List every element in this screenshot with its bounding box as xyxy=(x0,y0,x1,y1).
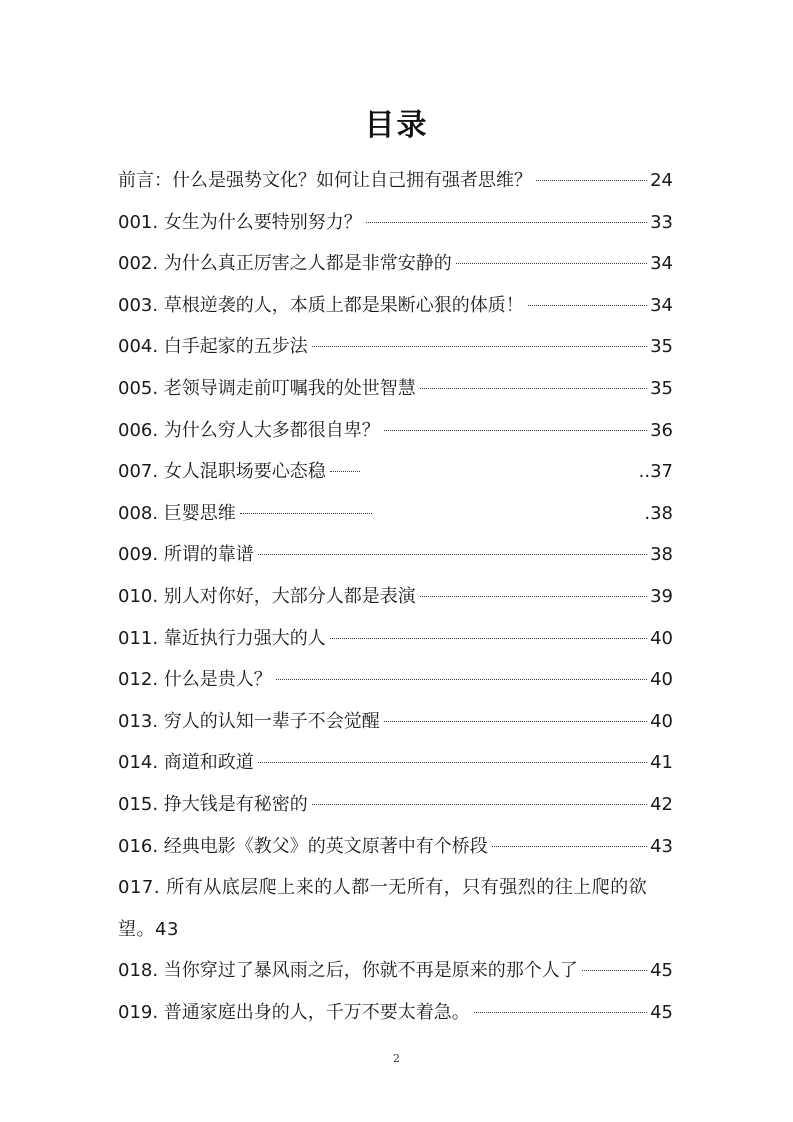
leader-dots xyxy=(420,596,647,597)
toc-entry-page: 45 xyxy=(650,960,673,982)
toc-entry-label: 015. 挣大钱是有秘密的 xyxy=(118,793,308,815)
toc-entry-label: 002. 为什么真正厉害之人都是非常安静的 xyxy=(118,253,452,275)
leader-dots xyxy=(536,180,647,181)
toc-entry-label: 017. 所有从底层爬上来的人都一无所有，只有强烈的往上爬的欲望。43 xyxy=(118,877,648,940)
toc-entry-003[interactable] xyxy=(118,285,673,327)
toc-entry-019[interactable] xyxy=(118,992,673,1034)
toc-entry-label: 001. 女生为什么要特别努力？ xyxy=(118,211,362,233)
toc-entry-page: 34 xyxy=(650,294,673,316)
leader-dots xyxy=(492,846,647,847)
toc-entry-page: 39 xyxy=(650,585,673,607)
leader-dots xyxy=(420,388,647,389)
toc-entry-008[interactable] xyxy=(118,493,673,535)
leader-dots xyxy=(312,804,647,805)
toc-entry-label: 007. 女人混职场要心态稳 xyxy=(118,461,326,483)
leader-dots xyxy=(330,471,360,472)
leader-dots xyxy=(330,638,647,639)
toc-entry-page: 40 xyxy=(650,627,673,649)
toc-entry-014[interactable] xyxy=(118,742,673,784)
toc-entry-page: 35 xyxy=(650,336,673,358)
toc-entry-label: 011. 靠近执行力强大的人 xyxy=(118,627,326,649)
toc-entry-page: 38 xyxy=(650,544,673,566)
leader-dots xyxy=(366,222,647,223)
toc-entry-011[interactable] xyxy=(118,618,673,660)
toc-entry-label: 019. 普通家庭出身的人，千万不要太着急。 xyxy=(118,1001,470,1023)
toc-entry-label: 018. 当你穿过了暴风雨之后，你就不再是原来的那个人了 xyxy=(118,960,578,982)
toc-entry-016[interactable] xyxy=(118,826,673,868)
toc-entry-012[interactable] xyxy=(118,659,673,701)
leader-dots xyxy=(240,513,372,514)
leader-dots xyxy=(384,430,647,431)
toc-entry-015[interactable] xyxy=(118,784,673,826)
leader-dots xyxy=(528,305,647,306)
toc-entry-label: 012. 什么是贵人？ xyxy=(118,669,272,691)
toc-entry-018[interactable] xyxy=(118,950,673,992)
toc-entry-label: 前言：什么是强势文化？如何让自己拥有强者思维？ xyxy=(118,170,532,191)
toc-entry-label: 005. 老领导调走前叮嘱我的处世智慧 xyxy=(118,377,416,399)
toc-list xyxy=(118,160,673,1033)
toc-entry-label: 010. 别人对你好，大部分人都是表演 xyxy=(118,585,416,607)
page-number: 2 xyxy=(393,1052,400,1065)
toc-entry-page: 40 xyxy=(650,710,673,732)
leader-dots xyxy=(474,1012,647,1013)
toc-entry-001[interactable] xyxy=(118,202,673,244)
toc-entry-page: 33 xyxy=(650,211,673,233)
toc-entry-page: 41 xyxy=(650,752,673,774)
toc-entry-013[interactable] xyxy=(118,701,673,743)
toc-entry-010[interactable] xyxy=(118,576,673,618)
toc-entry-page: 34 xyxy=(650,253,673,275)
leader-dots xyxy=(258,554,647,555)
toc-entry-007[interactable] xyxy=(118,451,673,493)
toc-entry-page: 40 xyxy=(650,669,673,691)
toc-entry-page: 35 xyxy=(650,377,673,399)
leader-dots xyxy=(384,721,647,722)
toc-entry-page: 36 xyxy=(650,419,673,441)
leader-dots xyxy=(312,346,647,347)
toc-entry-label: 016. 经典电影《教父》的英文原著中有个桥段 xyxy=(118,835,488,857)
toc-entry-label: 003. 草根逆袭的人，本质上都是果断心狠的体质！ xyxy=(118,294,524,316)
leader-dots xyxy=(258,762,647,763)
toc-entry-page: 43 xyxy=(650,835,673,857)
toc-entry-017[interactable] xyxy=(118,867,673,950)
toc-entry-label: 006. 为什么穷人大多都很自卑？ xyxy=(118,419,380,441)
toc-entry-005[interactable] xyxy=(118,368,673,410)
toc-entry-label: 008. 巨婴思维 xyxy=(118,502,236,524)
leader-dots xyxy=(276,679,647,680)
toc-entry-page: 45 xyxy=(650,1001,673,1023)
toc-title: 目录 xyxy=(364,108,429,143)
toc-entry-label: 013. 穷人的认知一辈子不会觉醒 xyxy=(118,710,380,732)
toc-entry-004[interactable] xyxy=(118,326,673,368)
toc-entry-page: 24 xyxy=(650,170,673,191)
toc-entry-page: ..37 xyxy=(638,461,673,483)
toc-entry-page: 42 xyxy=(650,793,673,815)
leader-dots xyxy=(582,970,647,971)
toc-entry-preface[interactable] xyxy=(118,160,673,202)
toc-entry-label: 014. 商道和政道 xyxy=(118,752,254,774)
toc-entry-006[interactable] xyxy=(118,410,673,452)
toc-entry-page: .38 xyxy=(644,502,673,524)
leader-dots xyxy=(456,263,647,264)
toc-entry-002[interactable] xyxy=(118,243,673,285)
toc-entry-label: 009. 所谓的靠谱 xyxy=(118,544,254,566)
toc-entry-009[interactable] xyxy=(118,534,673,576)
toc-entry-label: 004. 白手起家的五步法 xyxy=(118,336,308,358)
